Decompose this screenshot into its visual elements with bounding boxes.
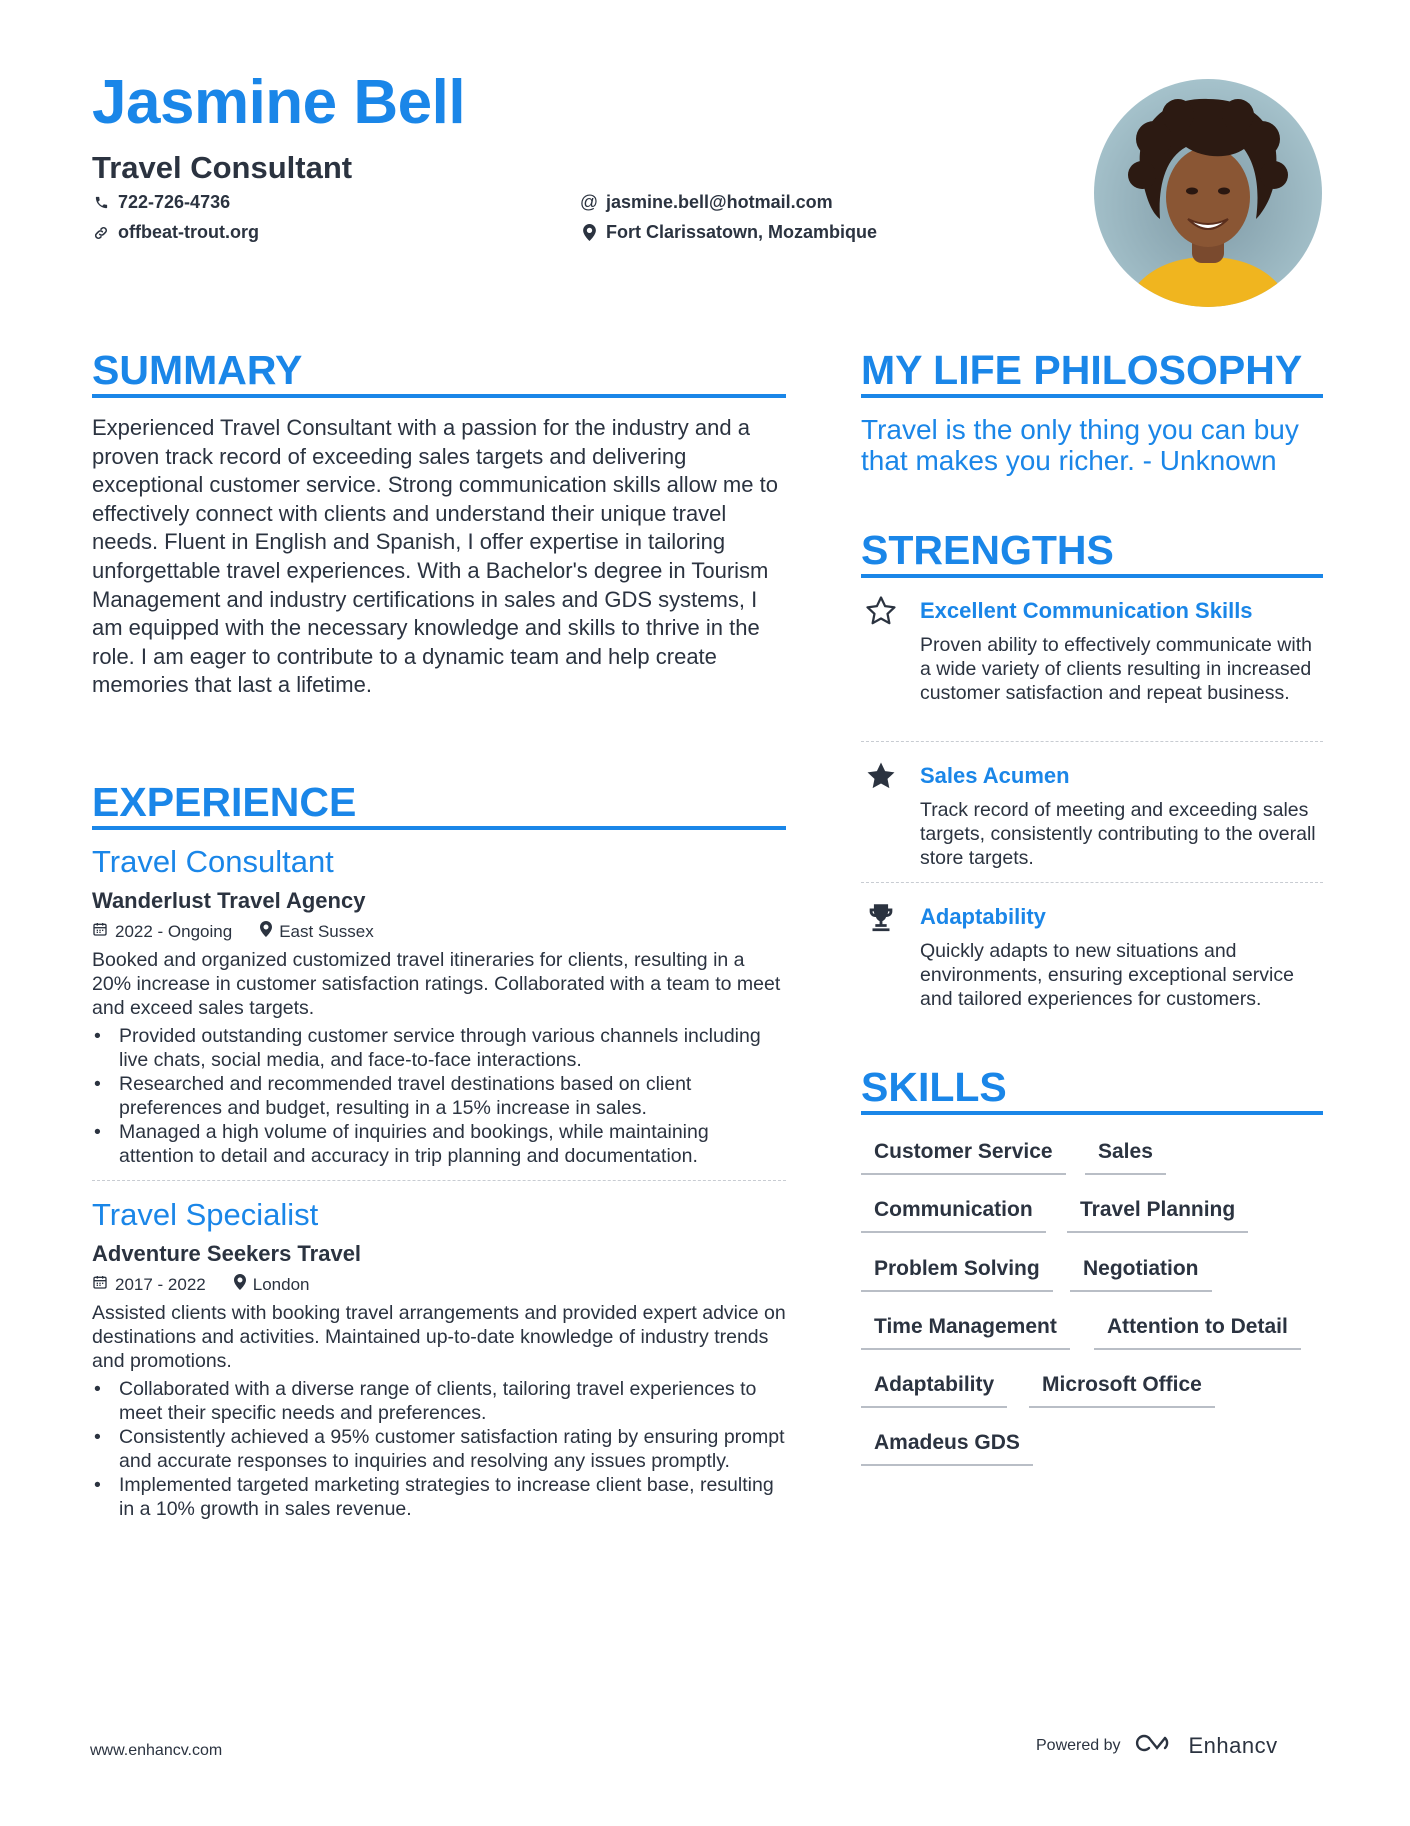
strengths-rule: [861, 574, 1323, 578]
strength-title-1: Excellent Communication Skills: [920, 598, 1253, 623]
skill-tag: Time Management: [861, 1315, 1070, 1350]
website-text[interactable]: offbeat-trout.org: [118, 222, 259, 242]
link-icon: [92, 224, 110, 242]
philosophy-heading: MY LIFE PHILOSOPHY: [861, 347, 1303, 393]
company-1: Wanderlust Travel Agency: [92, 888, 366, 913]
skill-tag: Negotiation: [1070, 1257, 1212, 1292]
star-filled-icon: [862, 757, 900, 795]
location-pin-icon: [260, 921, 272, 942]
summary-text: Experienced Travel Consultant with a passion for the industry and a proven track record of exceeding sales targets and delivering exceptional customer service. Strong communication skills allow me to effectively connect with clients and understand their unique travel needs. Fluent in English and Spanish, I offer expertise in tailoring unforgettable travel experiences. With a Bachelor's degree in Tourism Management and industry certifications in sales and GDS systems, I am equipped with the necessary knowledge and skills to thrive in the role. I am eager to contribute to a dynamic team and help create memories that last a lifetime.: [92, 415, 778, 698]
location-pin-icon: [580, 224, 598, 242]
location-text: Fort Clarissatown, Mozambique: [606, 222, 878, 242]
enhancv-logo-icon: [1133, 1732, 1177, 1759]
strength-description-1: Proven ability to effectively communicate with a wide variety of clients resulting in increased customer satisfaction and repeat business.: [920, 634, 1312, 704]
job-bullet: • Collaborated with a diverse range of clients, tailoring travel experiences to meet their specific needs and preferences.: [92, 1377, 786, 1425]
company-2: Adventure Seekers Travel: [92, 1241, 362, 1266]
contact-website[interactable]: [92, 222, 259, 243]
job-bullets-2: [92, 1377, 786, 1521]
philosophy-quote: Travel is the only thing you can buy that makes you richer. - Unknown: [861, 414, 1299, 476]
strength-divider: [861, 741, 1323, 742]
calendar-icon: [92, 1274, 108, 1295]
job-bullet: • Researched and recommended travel destinations based on client preferences and budget, resulting in a 15% increase in sales.: [92, 1072, 786, 1120]
trophy-icon: [862, 898, 900, 936]
job-dates-1: 2022 - Ongoing: [115, 921, 233, 941]
job-meta-1: [92, 921, 402, 942]
footer-website[interactable]: www.enhancv.com: [90, 1742, 223, 1759]
skills-heading: SKILLS: [861, 1064, 1007, 1110]
experience-rule: [92, 826, 786, 830]
profile-photo: [1094, 79, 1322, 307]
star-outline-icon: [862, 592, 900, 630]
calendar-icon: [92, 921, 108, 942]
strength-description-2: Track record of meeting and exceeding sales targets, consistently contributing to the overall store targets.: [920, 799, 1316, 869]
job-location-2: London: [252, 1274, 310, 1294]
skill-tag: Problem Solving: [861, 1257, 1053, 1292]
email-text[interactable]: jasmine.bell@hotmail.com: [606, 192, 833, 212]
skill-tag: Microsoft Office: [1029, 1373, 1215, 1408]
job-title-2: Travel Specialist: [92, 1197, 319, 1232]
strength-description-3: Quickly adapts to new situations and environments, ensuring exceptional service and tailored experiences for customers.: [920, 940, 1294, 1010]
skill-tag: Sales: [1085, 1140, 1166, 1175]
philosophy-rule: [861, 394, 1323, 398]
strength-title-3: Adaptability: [920, 904, 1046, 929]
skill-tag: Customer Service: [861, 1140, 1066, 1175]
job-location-1: East Sussex: [279, 921, 374, 941]
job-bullets-1: [92, 1024, 786, 1168]
job-bullet: • Implemented targeted marketing strategies to increase client base, resulting in a 10% growth in sales revenue.: [92, 1473, 786, 1521]
powered-by-label: Powered by: [1036, 1736, 1121, 1754]
at-icon: @: [579, 192, 599, 212]
location-pin-icon: [234, 1274, 246, 1295]
brand-name: Enhancv: [1188, 1732, 1278, 1758]
skill-tag: Travel Planning: [1067, 1198, 1248, 1233]
skill-tag: Adaptability: [861, 1373, 1007, 1408]
phone-icon: [92, 194, 110, 212]
job-dates-2: 2017 - 2022: [115, 1274, 206, 1294]
footer-branding: [1036, 1732, 1278, 1759]
skill-tag: Communication: [861, 1198, 1046, 1233]
summary-rule: [92, 394, 786, 398]
phone-text: 722-726-4736: [118, 192, 231, 212]
skill-tag: Amadeus GDS: [861, 1431, 1033, 1466]
job-description-1: Booked and organized customized travel itineraries for clients, resulting in a 20% increase in customer satisfaction ratings. Collaborated with a team to meet and exceed sales targets.: [92, 949, 781, 1019]
summary-heading: SUMMARY: [92, 347, 303, 393]
strength-divider: [861, 882, 1323, 883]
job-bullet: • Provided outstanding customer service through various channels including live chats, social media, and face-to-face interactions.: [92, 1024, 786, 1072]
experience-heading: EXPERIENCE: [92, 779, 357, 825]
candidate-title: Travel Consultant: [92, 150, 353, 185]
job-title-1: Travel Consultant: [92, 844, 334, 879]
job-description-2: Assisted clients with booking travel arrangements and provided expert advice on destinations and activities. Maintained up-to-date knowledge of industry trends and promotions.: [92, 1302, 786, 1372]
job-divider: [92, 1180, 786, 1181]
contact-email[interactable]: [580, 192, 833, 213]
strengths-heading: STRENGTHS: [861, 527, 1114, 573]
strength-title-2: Sales Acumen: [920, 763, 1070, 788]
contact-phone: [92, 192, 230, 213]
job-bullet: • Consistently achieved a 95% customer satisfaction rating by ensuring prompt and accurate responses to inquiries and resolving any issues promptly.: [92, 1425, 786, 1473]
candidate-name: Jasmine Bell: [92, 68, 466, 137]
skill-tag: Attention to Detail: [1094, 1315, 1301, 1350]
contact-location: [580, 222, 877, 243]
skills-rule: [861, 1111, 1323, 1115]
job-meta-2: [92, 1274, 337, 1295]
job-bullet: • Managed a high volume of inquiries and bookings, while maintaining attention to detail and accuracy in trip planning and documentation.: [92, 1120, 786, 1168]
